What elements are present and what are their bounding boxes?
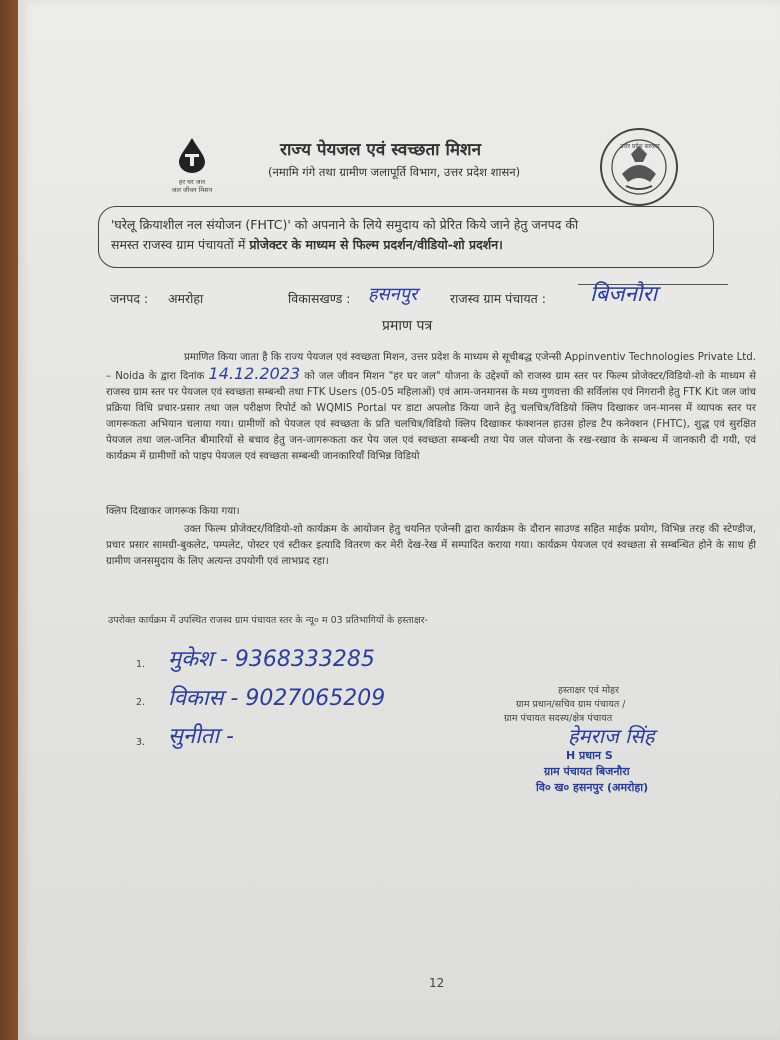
witness-signature-3: सुनीता - — [168, 724, 234, 749]
witness-intro: उपरोक्त कार्यक्रम में उपस्थित राजस्व ग्राम पंचायत स्तर के न्यू० म 03 प्रतिभागियों के हस्ताक्षर- — [108, 615, 428, 626]
banner-line-1: 'घरेलू क्रियाशील नल संयोजन (FHTC)' को अपनाने के लिये समुदाय को प्रेरित किये जाने हेतु जनपद की — [111, 217, 579, 232]
pradhan-signature: हेमराज सिंह — [568, 724, 655, 748]
har-ghar-jal-logo — [162, 136, 222, 194]
witness-number-1: 1. — [136, 659, 146, 670]
witness-signature-2: विकास - 9027065209 — [168, 686, 386, 711]
header-subtitle: (नमामि गंगे तथा ग्रामीण जलापूर्ति विभाग, उत्तर प्रदेश शासन) — [268, 165, 521, 179]
witness-number-2: 2. — [136, 697, 146, 708]
event-date: 14.12.2023 — [208, 364, 301, 383]
logo-text: हर घर जल — [179, 178, 205, 186]
stamp-line-2: ग्राम पंचायत बिजनौरा — [544, 765, 630, 778]
paragraph-1-part-a: प्रमाणित किया जाता है कि राज्य पेयजल एवं स्वच्छता मिशन, उत्तर प्रदेश के माध्यम से सूचीबद्ध एजेन्सी Appinventiv Technologies Private Ltd. – Noida के द्वारा दिनांक — [106, 352, 756, 382]
gram-panchayat-label: राजस्व ग्राम पंचायत : — [450, 291, 546, 306]
paragraph-1-end: क्लिप दिखाकर जागरूक किया गया। — [106, 506, 240, 517]
block-label: विकासखण्ड : — [288, 291, 351, 306]
certificate-paragraph-1 — [106, 350, 756, 465]
signatory-line-3: ग्राम पंचायत सदस्य/क्षेत्र पंचायत — [504, 713, 613, 724]
header-title: राज्य पेयजल एवं स्वच्छता मिशन — [280, 140, 482, 160]
certificate-paragraph-2: उक्त फिल्म प्रोजेक्टर/विडियो-शो कार्यक्रम के आयोजन हेतु चयनित एजेन्सी द्वारा कार्यक्रम के दौरान साउण्ड सहित माईक प्रयोग, विभिन्न तरह की स्टेण्डीज, प्रचार प्रसार सामग्री-बुकलेट, पम्पलेट, पोस्टर एवं स्टीकर इत्यादि वितरण कर मेरी देख-रेख में सम्पादित कराया गया। कार्यक्रम पेयजल एवं स्वच्छता से सम्बन्धित होने के साथ ही ग्रामीण जनसमुदाय के लिए अत्यन्त उपयोगी एवं लाभप्रद रहा। — [106, 524, 756, 567]
logo-subtext: जल जीवन मिशन — [171, 186, 213, 194]
gram-panchayat-value: बिजनौरा — [590, 282, 658, 307]
banner-line-2 — [111, 235, 701, 255]
signatory-line-2: ग्राम प्रधान/सचिव ग्राम पंचायत / — [516, 699, 626, 710]
stamp-line-3: वि० ख० हसनपुर (अमरोहा) — [536, 781, 649, 794]
page-number: 12 — [429, 976, 445, 990]
up-govt-emblem — [598, 126, 680, 208]
witness-signature-1: मुकेश - 9368333285 — [168, 647, 375, 672]
stamp-line-1: H प्रधान S — [566, 749, 613, 762]
gp-underline — [578, 284, 728, 285]
document-title: प्रमाण पत्र — [382, 318, 433, 334]
emblem-text: उत्तर प्रदेश सरकार — [620, 143, 660, 150]
water-drop-icon — [175, 136, 209, 174]
program-banner — [98, 206, 714, 268]
district-value: अमरोहा — [168, 291, 204, 306]
district-label: जनपद : — [110, 291, 149, 306]
signatory-heading: हस्ताक्षर एवं मोहर — [558, 685, 619, 696]
emblem-icon — [598, 126, 680, 208]
block-value: हसनपुर — [368, 284, 418, 305]
document-page — [18, 0, 780, 1040]
stamp-pradhan: प्रधान — [579, 749, 602, 762]
banner-line-2a: समस्त राजस्व ग्राम पंचायतों में — [111, 237, 250, 252]
witness-number-3: 3. — [136, 737, 146, 748]
paragraph-1-part-b: को जल जीवन मिशन "हर घर जल" योजना के उद्देश्यों को राजस्व ग्राम स्तर पर फिल्म प्रोजेक्टर/विडियो-शो के माध्यम से राजस्व ग्राम स्तर पर पेयजल एवं स्वच्छता सम्बन्धी तथा FTK Users (05-05 महिलाओं) एवं आम-जनमानस के मध्य गुणवत्ता की सर्विलांस एवं निगरानी हेतु FTK Kit जल जांच प्रक्रिया विधि प्रचार-प्रसार तथा जल परीक्षण रिपोर्ट को WQMIS Portal पर डाटा अपलोड किया जाने हेतु चलचित्र/विडियो क्लिप दिखाकर जन-मानस में व्यापक स्तर पर जागरूकता अभियान चलाया गया। ग्रामीणों को पेयजल एवं स्वच्छता के प्रति चलचित्र/विडियो क्लिप दिखाकर फंक्शनल हाउस होल्ड टैप कनेक्शन (FHTC), शुद्ध एवं सुरक्षित पेयजल तथा जल-जनित बीमारियों से बचाव हेतु जन-जागरूकता कर पेय जल एवं स्वच्छता सम्बन्धी तथा पेय जल योजना के रख-रखाव के सम्बन्ध में जानकारी दी गयी, एवं कार्यक्रम में ग्रामीणों को पाइप पेयजल एवं स्वच्छता सम्बन्धी जानकारियाँ विभिन्न विडियो — [106, 371, 756, 462]
banner-line-2b: प्रोजेक्टर के माध्यम से फिल्म प्रदर्शन/वीडियो-शो प्रदर्शन। — [249, 237, 503, 252]
